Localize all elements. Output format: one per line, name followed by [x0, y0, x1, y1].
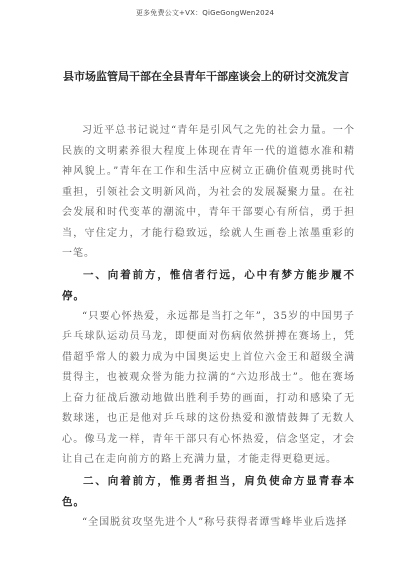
document-title: 县市场监管局干部在全县青年干部座谈会上的研讨交流发言	[63, 70, 349, 83]
paragraph: “全国脱贫攻坚先进个人”称号获得者谭雪峰毕业后选择	[82, 516, 348, 528]
section-heading: 二、向着前方，惟勇者担当，肩负使命方显青春本色。	[62, 474, 355, 508]
paragraph: “只要心怀热爱，永远都是当打之年”，35岁的中国男子乒乓球队运动员马龙，即便面对伤病依然拼搏在赛场上，凭借超乎常人的毅力成为中国奥运史上首位六金王和超级全满贯得主，也被观众誉为能力拉满的“六边形战士”。他在赛场上奋力征战后激动地做出胜利手势的画面，打动和感染了无数球迷，也正是他对乒乓球的这份热爱和激情鼓舞了无数人心。像马龙一样，青年干部只有心怀热爱，信念坚定，才会让自己在走向前方的路上充满力量，才能走得更稳更远。	[62, 310, 355, 465]
paragraph: 习近平总书记说过“青年是引风气之先的社会力量。一个民族的文明素养很大程度上体现在青年一代的道德水准和精神风貌上。”青年在工作和生活中应树立正确价值观勇挑时代重担，引领社会文明新风尚，为社会的发展凝聚力量。在社会发展和时代变革的潮流中，青年干部要心有所信，勇于担当，守住定力，才能行稳致远，绘就人生画卷上浓墨重彩的一笔。	[62, 125, 355, 259]
document-body	[62, 121, 355, 533]
header-note: 更多免费公文+VX：QiGeGongWen2024	[135, 9, 275, 17]
section-heading: 一、向着前方，惟信者行远，心中有梦方能步履不停。	[62, 268, 355, 302]
